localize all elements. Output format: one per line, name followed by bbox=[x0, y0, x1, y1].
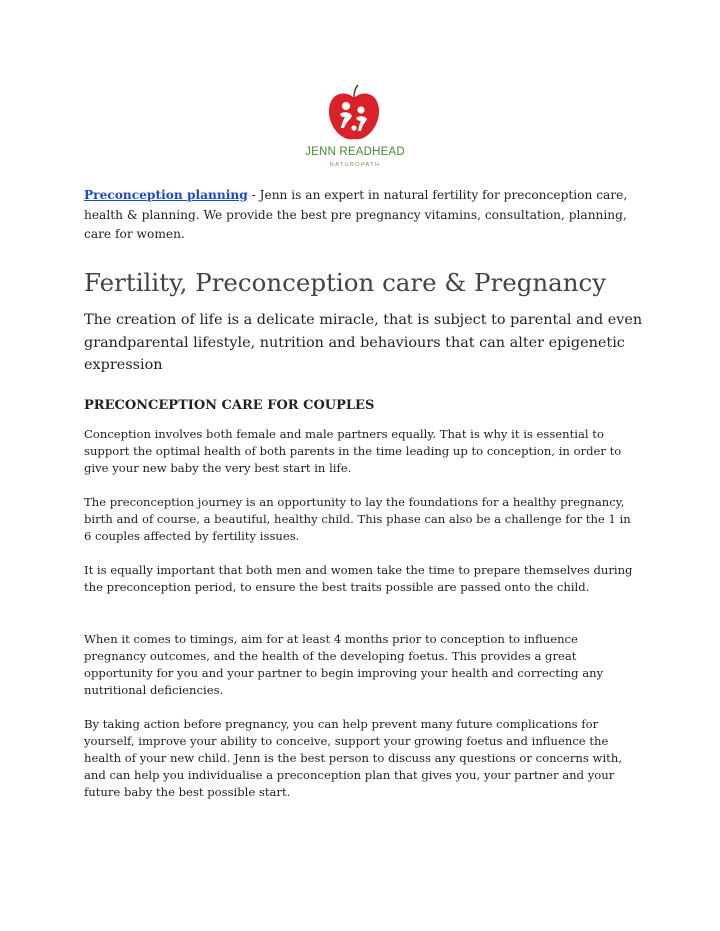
logo-name: JENN READHEAD bbox=[305, 146, 405, 158]
body-paragraph: It is equally important that both men and women take the time to prepare themselves during the preconception period, to ensure the best traits possible are passed onto the child. bbox=[84, 563, 633, 594]
brand-logo bbox=[300, 84, 410, 176]
page-title: Fertility, Preconception care & Pregnancy bbox=[84, 268, 607, 297]
preconception-planning-link[interactable]: Preconception planning bbox=[84, 188, 248, 202]
logo-subtitle: NATUROPATH bbox=[329, 162, 381, 168]
apple-family-icon bbox=[324, 84, 384, 144]
lead-paragraph: The creation of life is a delicate miracle, that is subject to parental and even grandparental lifestyle, nutrition and behaviours that can alter epigenetic expression bbox=[84, 312, 643, 373]
section-title: PRECONCEPTION CARE FOR COUPLES bbox=[84, 398, 375, 413]
intro-text: - Jenn is an expert in natural fertility for preconception care, health & planning. We provide the best pre pregnancy vitamins, consultation, planning, care for women. bbox=[84, 188, 628, 241]
intro-paragraph bbox=[84, 186, 644, 245]
body-paragraph: Conception involves both female and male partners equally. That is why it is essential to support the optimal health of both parents in the time leading up to conception, in order to give your new baby the very best start in life. bbox=[84, 427, 622, 475]
body-paragraph: When it comes to timings, aim for at least 4 months prior to conception to influence pregnancy outcomes, and the health of the developing foetus. This provides a great opportunity for you and your partner to begin improving your health and correcting any nutritional deficiencies. bbox=[84, 632, 604, 697]
body-paragraph: By taking action before pregnancy, you can help prevent many future complications for yourself, improve your ability to conceive, support your growing foetus and influence the health of your new child. Jenn is the best person to discuss any questions or concerns with, and can help you individualise a preconception plan that gives you, your partner and your future baby the best possible start. bbox=[84, 717, 622, 799]
body-paragraph: The preconception journey is an opportunity to lay the foundations for a healthy pregnancy, birth and of course, a beautiful, healthy child. This phase can also be a challenge for the 1 in 6 couples affected by fertility issues. bbox=[84, 495, 631, 543]
